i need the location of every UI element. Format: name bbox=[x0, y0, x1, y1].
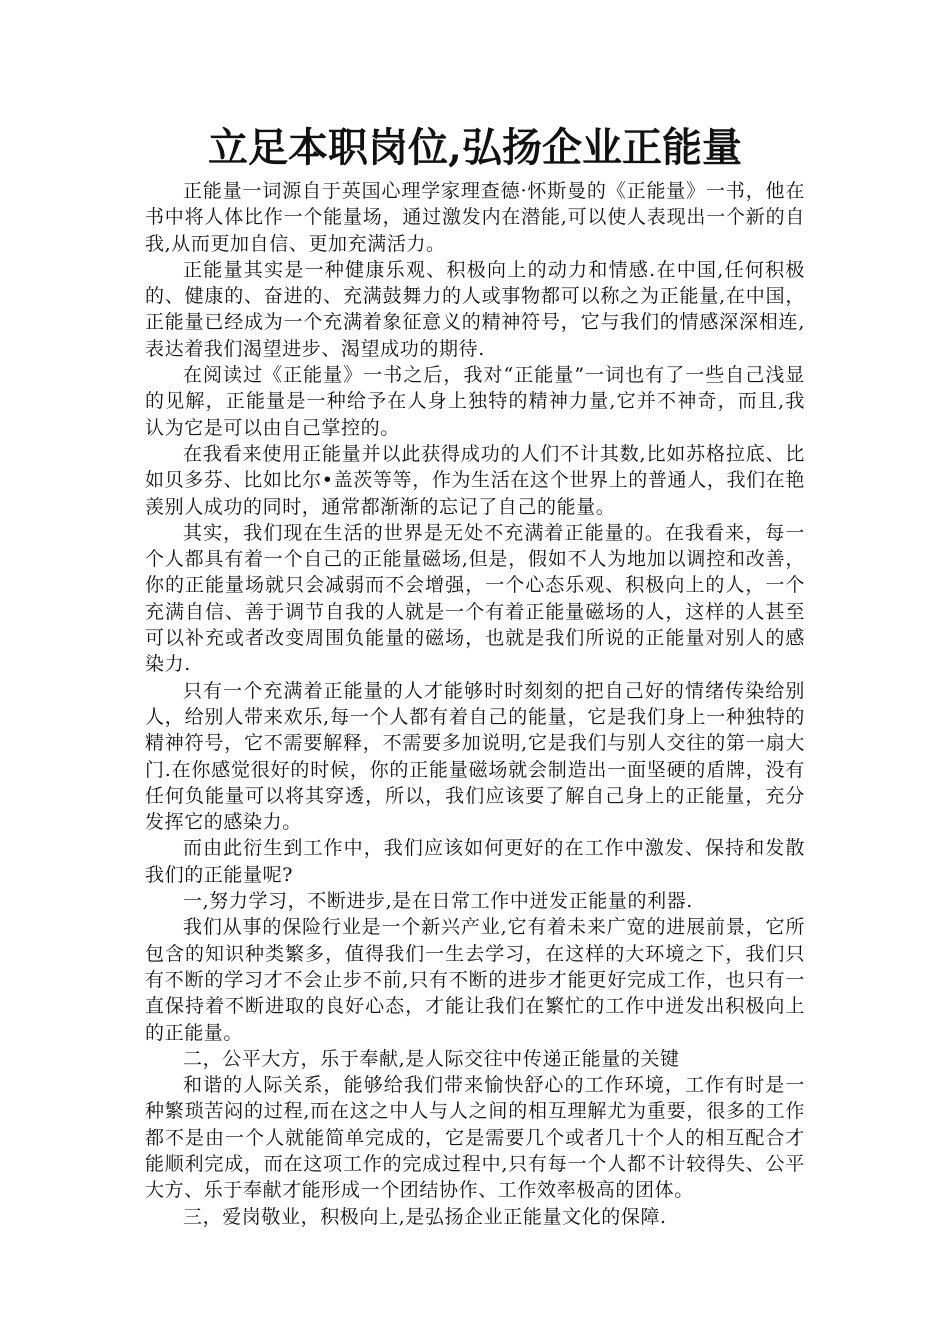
document-page bbox=[145, 118, 805, 1230]
paragraph-7: 而由此衍生到工作中，我们应该如何更好的在工作中激发、保持和发散我们的正能量呢? bbox=[145, 837, 805, 886]
paragraph-1: 正能量一词源自于英国心理学家理查德·怀斯曼的《正能量》一书，他在书中将人体比作一个能量场，通过激发内在潜能,可以使人表现出一个新的自我,从而更加自信、更加充满活力。 bbox=[145, 180, 805, 255]
section-heading-2: 二，公平大方，乐于奉献,是人际交往中传递正能量的关键 bbox=[183, 1047, 680, 1070]
paragraph-8: 我们从事的保险行业是一个新兴产业,它有着未来广宽的进展前景，它所包含的知识种类繁多，值得我们一生去学习，在这样的大环境之下，我们只有不断的学习才不会止步不前,只有不断的进步才能更好完成工作，也只有一直保持着不断进取的良好心态，才能让我们在繁忙的工作中迸发出积极向上的正能量。 bbox=[145, 916, 805, 1044]
paragraph-4: 在我看来使用正能量并以此获得成功的人们不计其数,比如苏格拉底、比如贝多芬、比如比尔•盖茨等等，作为生活在这个世界上的普通人，我们在艳羡别人成功的同时，通常都渐渐的忘记了自己的能量。 bbox=[145, 442, 805, 518]
document-title: 立足本职岗位,弘扬企业正能量 bbox=[208, 124, 742, 171]
section-heading-1: 一,努力学习，不断进步,是在日常工作中迸发正能量的利器. bbox=[183, 890, 693, 913]
paragraph-6: 只有一个充满着正能量的人才能够时时刻刻的把自己好的情绪传染给别人，给别人带来欢乐,每一个人都有着自己的能量，它是我们身上一种独特的精神符号，它不需要解释，不需要多加说明,它是我们与别人交往的第一扇大门.在你感觉很好的时候，你的正能量磁场就会制造出一面坚硬的盾牌，没有任何负能量可以将其穿透，所以，我们应该要了解自己身上的正能量，充分发挥它的感染力。 bbox=[145, 679, 805, 834]
paragraph-9: 和谐的人际关系，能够给我们带来愉快舒心的工作环境，工作有时是一种繁琐苦闷的过程,而在这之中人与人之间的相互理解尤为重要，很多的工作都不是由一个人就能简单完成的，它是需要几个或者几十个人的相互配合才能顺利完成，而在这项工作的完成过程中,只有每一个人都不计较得失、公平大方、乐于奉献才能形成一个团结协作、工作效率极高的团体。 bbox=[145, 1074, 805, 1202]
paragraph-2: 正能量其实是一种健康乐观、积极向上的动力和情感.在中国,任何积极的、健康的、奋进的、充满鼓舞力的人或事物都可以称之为正能量,在中国，正能量已经成为一个充满着象征意义的精神符号，它与我们的情感深深相连,表达着我们渴望进步、渴望成功的期待. bbox=[145, 258, 805, 360]
section-heading-3: 三，爱岗敬业，积极向上,是弘扬企业正能量文化的保障. bbox=[183, 1205, 667, 1228]
paragraph-5: 其实，我们现在生活的世界是无处不充满着正能量的。在我看来，每一个人都具有着一个自己的正能量磁场,但是，假如不人为地加以调控和改善，你的正能量场就只会减弱而不会增强，一个心态乐观、积极向上的人，一个充满自信、善于调节自我的人就是一个有着正能量磁场的人，这样的人甚至可以补充或者改变周围负能量的磁场，也就是我们所说的正能量对别人的感染力. bbox=[145, 521, 805, 676]
paragraph-3: 在阅读过《正能量》一书之后，我对“正能量”一词也有了一些自己浅显的见解，正能量是一种给予在人身上独特的精神力量,它并不神奇，而且,我认为它是可以由自己掌控的。 bbox=[145, 364, 805, 439]
